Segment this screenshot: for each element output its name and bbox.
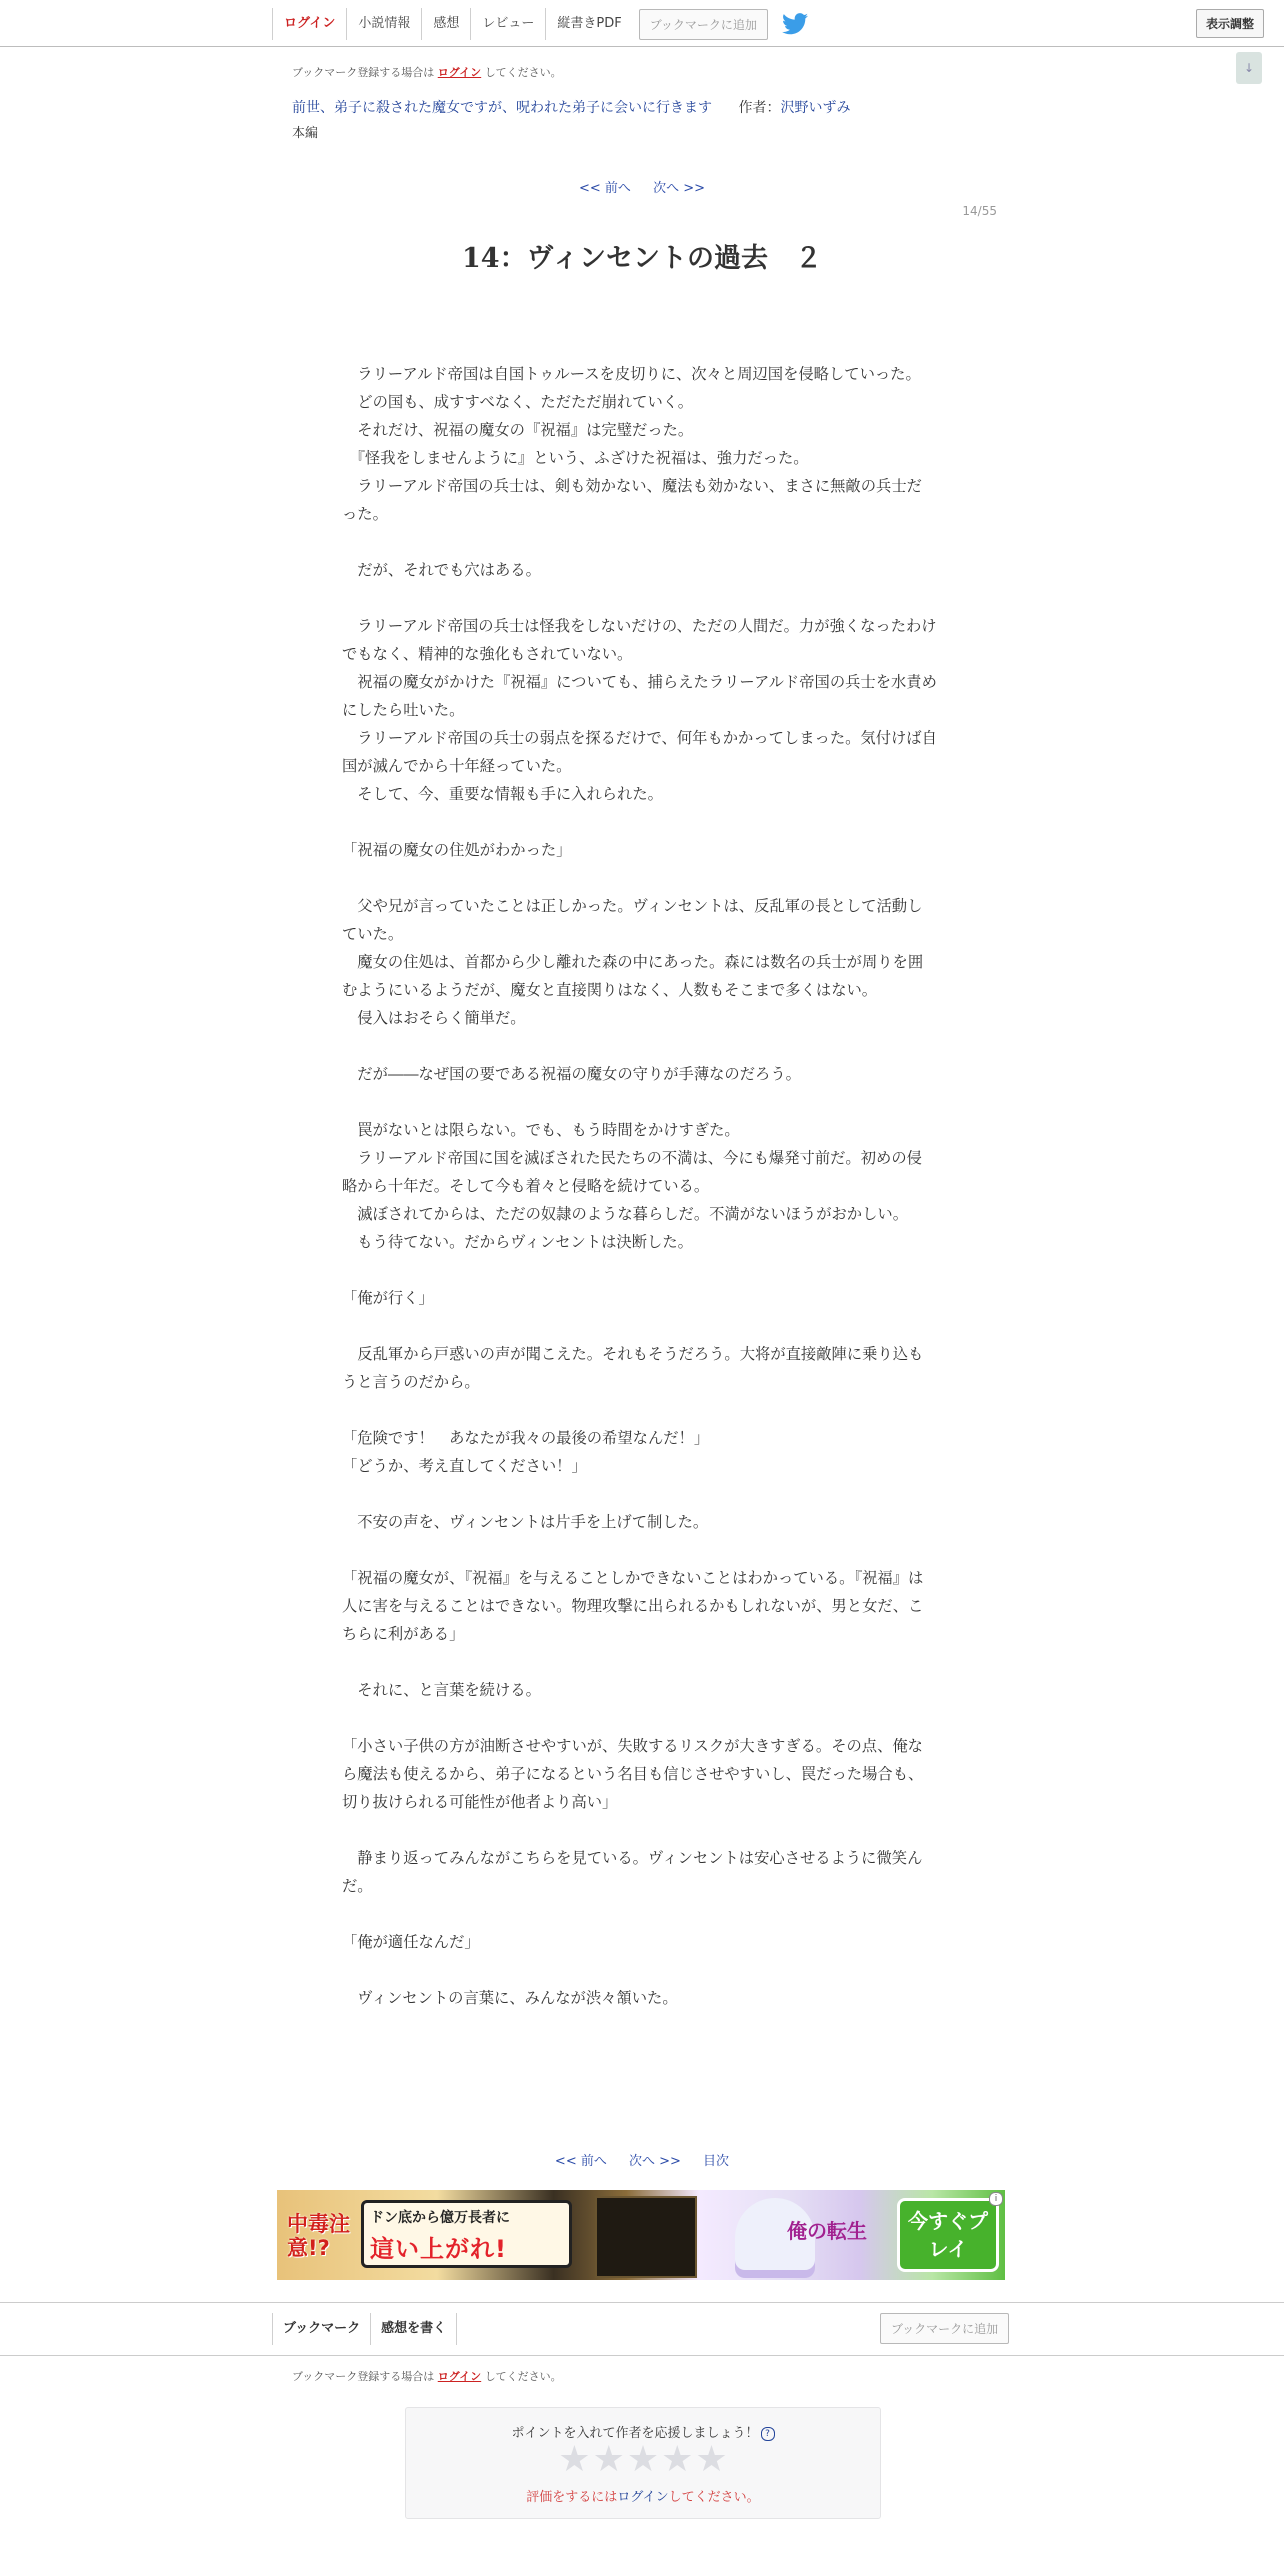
blank-line [342, 1312, 937, 1340]
body-paragraph: ラリーアルド帝国に国を滅ぼされた民たちの不満は、今にも爆発寸前だ。初めの侵略から十年だ。そして今も着々と侵略を続けている。 [342, 1149, 922, 1195]
banner-tag: 中毒注意!? [287, 2212, 350, 2260]
banner-line1: ドン底から億万長者に [370, 2210, 510, 2226]
prev-link[interactable]: << 前へ [554, 2154, 607, 2169]
blank-line [342, 1256, 937, 1284]
section-label: 本編 [292, 126, 319, 141]
bottom-nav [272, 2313, 457, 2345]
rating-box [405, 2407, 881, 2519]
review-link[interactable]: レビュー [470, 8, 545, 40]
body-paragraph: 侵入はおそらく簡単だ。 [342, 1009, 526, 1027]
body-paragraph: それだけ、祝福の魔女の『祝福』は完璧だった。 [342, 421, 694, 439]
star-icon[interactable]: ★ [592, 2439, 625, 2480]
banner-headline [361, 2200, 572, 2268]
blank-line [342, 1900, 937, 1928]
bookmark-login-note [292, 64, 562, 80]
scroll-down-icon[interactable]: ↓ [1236, 52, 1262, 84]
body-paragraph: ラリーアルド帝国の兵士は、剣も効かない、魔法も効かない、まさに無敵の兵士だった。 [342, 477, 922, 523]
blank-line [342, 528, 937, 556]
display-settings-button[interactable]: 表示調整 [1196, 9, 1264, 38]
body-paragraph: だが――なぜ国の要である祝福の魔女の守りが手薄なのだろう。 [342, 1065, 801, 1083]
twitter-icon[interactable] [782, 13, 808, 35]
footer-note-suffix: してください。 [484, 2370, 562, 2383]
body-paragraph: 祝福の魔女がかけた『祝福』についても、捕らえたラリーアルド帝国の兵士を水責めにしたら吐いた。 [342, 673, 937, 719]
body-paragraph: 反乱軍から戸惑いの声が聞こえた。それもそうだろう。大将が直接敵陣に乗り込もうと言うのだから。 [342, 1345, 924, 1391]
body-paragraph: 「小さい子供の方が油断させやすいが、失敗するリスクが大きすぎる。その点、俺なら魔法も使えるから、弟子になるという名目も信じさせやすいし、罠だった場合も、切り抜けられる可能性が他者より高い」 [342, 1737, 924, 1811]
body-paragraph: ラリーアルド帝国は自国トゥルースを皮切りに、次々と周辺国を侵略していった。 [342, 365, 921, 383]
body-paragraph: 静まり返ってみんながこちらを見ている。ヴィンセントは安心させるように微笑んだ。 [342, 1849, 923, 1895]
top-nav [272, 8, 808, 40]
blank-line [342, 1480, 937, 1508]
chapter-title: 14：ヴィンセントの過去 ２ [462, 243, 822, 274]
body-paragraph: そして、今、重要な情報も手に入れられた。 [342, 785, 663, 803]
blank-line [342, 1088, 937, 1116]
body-paragraph: 「どうか、考え直してください！」 [342, 1457, 587, 1475]
author-label: 作者： [738, 100, 781, 116]
rating-msg-suffix: してください。 [668, 2490, 760, 2505]
body-paragraph: 魔女の住処は、首都から少し離れた森の中にあった。森には数名の兵士が周りを囲むようにいるようだが、魔女と直接関りはなく、人数もそこまで多くはない。 [342, 953, 924, 999]
rating-heading-text: ポイントを入れて作者を応援しましょう！ [511, 2426, 759, 2441]
footer-note-prefix: ブックマーク登録する場合は [292, 2370, 435, 2383]
blank-line [342, 1648, 937, 1676]
add-bookmark-button-bottom[interactable]: ブックマークに追加 [880, 2313, 1009, 2344]
blank-line [342, 864, 937, 892]
star-icon[interactable]: ★ [695, 2439, 728, 2480]
note-suffix: してください。 [484, 66, 562, 79]
footer-login-link[interactable]: ログイン [437, 2370, 482, 2383]
body-paragraph: 「俺が行く」 [342, 1289, 434, 1307]
star-rating [406, 2440, 880, 2480]
prev-link[interactable]: << 前へ [579, 181, 631, 196]
body-paragraph: 父や兄が言っていたことは正しかった。ヴィンセントは、反乱軍の長として活動していた。 [342, 897, 923, 943]
footer-login-note [292, 2368, 562, 2384]
note-login-link[interactable]: ログイン [437, 66, 482, 79]
login-link[interactable]: ログイン [272, 8, 346, 40]
body-paragraph: ラリーアルド帝国の兵士の弱点を探るだけで、何年もかかってしまった。気付けば自国が滅んでから十年経っていた。 [342, 729, 937, 775]
toc-link[interactable]: 目次 [703, 2154, 730, 2169]
vertical-pdf-link[interactable]: 縦書きPDF [545, 8, 632, 40]
body-paragraph: 「祝福の魔女が、『祝福』を与えることしかできないことはわかっている。『祝福』は人に害を与えることはできない。物理攻撃に出られるかもしれないが、男と女だ、こちらに利がある」 [342, 1569, 924, 1643]
body-paragraph: 「祝福の魔女の住処がわかった」 [342, 841, 572, 859]
next-link[interactable]: 次へ >> [628, 2154, 681, 2169]
star-icon[interactable]: ★ [626, 2439, 660, 2480]
blank-line [342, 1956, 937, 1984]
blank-line [342, 1396, 937, 1424]
blank-line [342, 1816, 937, 1844]
body-paragraph: 滅ぼされてからは、ただの奴隷のような暮らしだ。不満がないほうがおかしい。 [342, 1205, 908, 1223]
body-paragraph: ラリーアルド帝国の兵士は怪我をしないだけの、ただの人間だ。力が強くなったわけでもなく、精神的な強化もされていない。 [342, 617, 937, 663]
blank-line [342, 1704, 937, 1732]
top-bar [0, 0, 1284, 47]
rating-msg-prefix: 評価をするには [526, 2490, 618, 2505]
body-paragraph: 「危険です！ あなたが我々の最後の希望なんだ！」 [342, 1429, 710, 1447]
bookmark-link[interactable]: ブックマーク [272, 2313, 370, 2345]
impressions-link[interactable]: 感想 [421, 8, 470, 40]
novel-info-link[interactable]: 小説情報 [346, 8, 421, 40]
body-paragraph: 『怪我をしませんように』という、ふざけた祝福は、強力だった。 [342, 449, 809, 467]
body-paragraph: どの国も、成すすべなく、ただただ崩れていく。 [342, 393, 694, 411]
next-link[interactable]: 次へ >> [653, 181, 705, 196]
body-paragraph: だが、それでも穴はある。 [342, 561, 541, 579]
body-paragraph: 罠がないとは限らない。でも、もう時間をかけすぎた。 [342, 1121, 740, 1139]
pager-top [0, 177, 1284, 196]
add-bookmark-button[interactable]: ブックマークに追加 [639, 9, 768, 40]
page-number: 14/55 [962, 204, 997, 218]
body-paragraph: 「俺が適任なんだ」 [342, 1933, 480, 1951]
note-prefix: ブックマーク登録する場合は [292, 66, 435, 79]
help-icon[interactable]: ? [761, 2427, 775, 2441]
ad-banner[interactable] [277, 2190, 1005, 2280]
rating-login-link[interactable]: ログイン [617, 2490, 669, 2505]
blank-line [342, 808, 937, 836]
author-link[interactable]: 沢野いずみ [780, 100, 851, 116]
ad-info-icon[interactable]: i [989, 2192, 1003, 2206]
body-paragraph: もう待てない。だからヴィンセントは決断した。 [342, 1233, 693, 1251]
star-icon[interactable]: ★ [661, 2439, 694, 2480]
pager-bottom [0, 2150, 1284, 2169]
blank-line [342, 584, 937, 612]
body-paragraph: ヴィンセントの言葉に、みんなが渋々頷いた。 [342, 1989, 678, 2007]
novel-body [342, 360, 937, 2012]
body-paragraph: 不安の声を、ヴィンセントは片手を上げて制した。 [342, 1513, 709, 1531]
blank-line [342, 1536, 937, 1564]
novel-title-link[interactable]: 前世、弟子に殺された魔女ですが、呪われた弟子に会いに行きます [292, 100, 712, 116]
banner-line2: 這い上がれ! [370, 2235, 507, 2263]
bottom-bar [0, 2302, 1284, 2356]
rating-message [406, 2486, 880, 2505]
banner-screenshot [595, 2196, 697, 2278]
series-line [292, 97, 850, 117]
blank-line [342, 1032, 937, 1060]
banner-game-logo: 俺の転生 [787, 2219, 867, 2243]
write-impression-link[interactable]: 感想を書く [370, 2313, 457, 2345]
star-icon[interactable]: ★ [558, 2439, 591, 2480]
body-paragraph: それに、と言葉を続ける。 [342, 1681, 541, 1699]
banner-play-button[interactable]: 今すぐプレイ [897, 2198, 999, 2272]
